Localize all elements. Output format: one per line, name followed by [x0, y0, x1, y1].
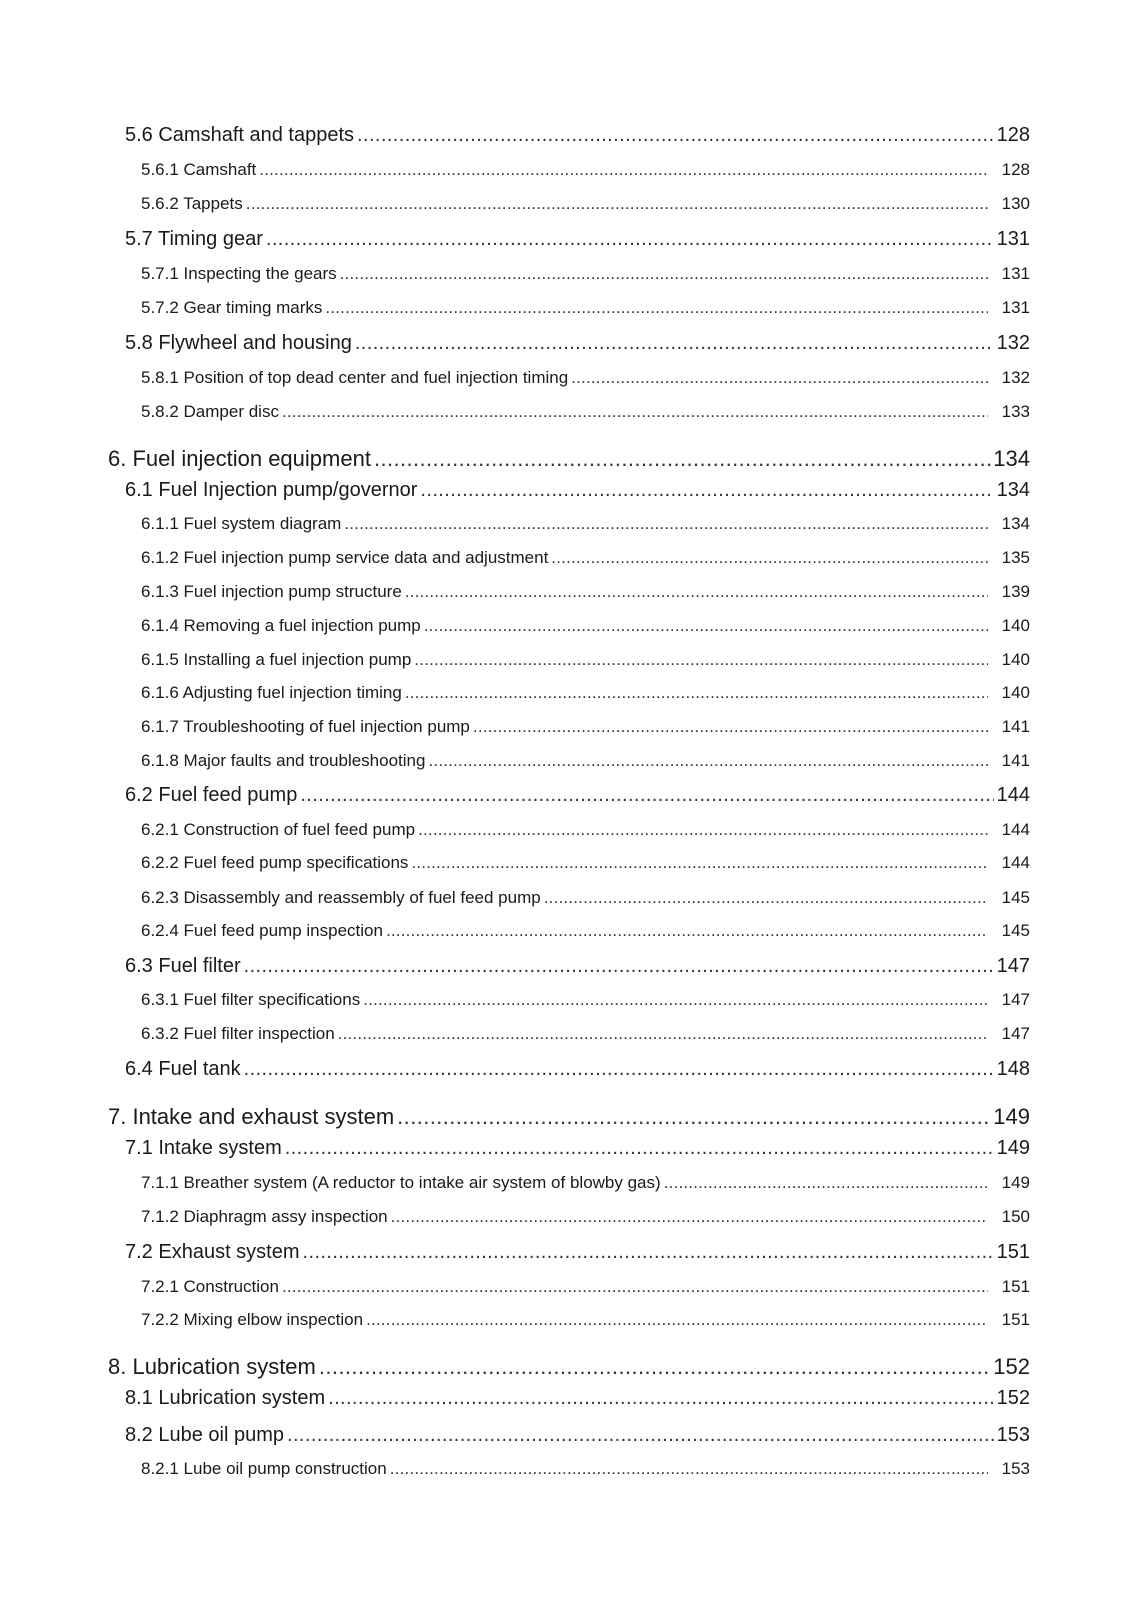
toc-entry-page-number: 135: [1001, 548, 1030, 567]
toc-entry-page-number: 152: [996, 1387, 1030, 1409]
toc-entry-page-number: 147: [1001, 1024, 1030, 1043]
dot-leader: [244, 955, 994, 978]
toc-entry-title: 6.2.2 Fuel feed pump specifications: [141, 853, 409, 872]
toc-entry-title: 7.2.1 Construction: [141, 1277, 279, 1296]
dot-leader: [571, 368, 988, 388]
toc-entry-page-number: 140: [1001, 683, 1030, 702]
toc-entry-page-number: 148: [996, 1058, 1030, 1080]
dot-leader: [391, 1207, 988, 1227]
toc-entry-level-1[interactable]: [108, 1354, 1030, 1380]
dot-leader: [282, 1277, 988, 1297]
dot-leader: [363, 990, 988, 1010]
dot-leader: [420, 479, 994, 502]
dot-leader: [325, 298, 988, 318]
toc-entry-page-number: 149: [996, 1137, 1030, 1159]
dot-leader: [300, 784, 994, 807]
toc-entry-level-3[interactable]: [141, 264, 1030, 284]
toc-entry-level-3[interactable]: [141, 1277, 1030, 1297]
dot-leader: [405, 582, 988, 602]
toc-entry-level-2[interactable]: [125, 479, 1030, 502]
toc-entry-level-3[interactable]: [141, 717, 1030, 737]
toc-entry-page-number: 150: [1001, 1207, 1030, 1226]
toc-entry-page-number: 130: [1001, 194, 1030, 213]
dot-leader: [411, 853, 988, 873]
toc-entry-page-number: 131: [1001, 264, 1030, 283]
toc-entry-page-number: 151: [1001, 1310, 1030, 1329]
toc-entry-page-number: 128: [1001, 160, 1030, 179]
toc-entry-level-1[interactable]: [108, 1104, 1030, 1130]
toc-entry-level-2[interactable]: [125, 332, 1030, 355]
toc-entry-page-number: 144: [1001, 820, 1030, 839]
dot-leader: [424, 616, 988, 636]
toc-entry-title: 5.6.2 Tappets: [141, 194, 243, 213]
toc-entry-title: 6.2 Fuel feed pump: [125, 784, 298, 806]
dot-leader: [355, 332, 994, 355]
dot-leader: [266, 228, 994, 251]
toc-entry-title: 6.1.4 Removing a fuel injection pump: [141, 616, 421, 635]
toc-entry-title: 6.3.1 Fuel filter specifications: [141, 990, 361, 1009]
toc-entry-title: 5.7 Timing gear: [125, 228, 263, 250]
toc-entry-page-number: 140: [1001, 616, 1030, 635]
toc-entry-title: 7. Intake and exhaust system: [108, 1104, 395, 1129]
toc-entry-level-3[interactable]: [141, 888, 1030, 908]
toc-entry-page-number: 134: [993, 446, 1030, 471]
toc-entry-level-3[interactable]: [141, 820, 1030, 840]
toc-entry-page-number: 134: [1001, 514, 1030, 533]
toc-entry-title: 8.2 Lube oil pump: [125, 1424, 285, 1446]
toc-entry-level-3[interactable]: [141, 582, 1030, 602]
toc-entry-page-number: 131: [1001, 298, 1030, 317]
toc-entry-page-number: 141: [1001, 751, 1030, 770]
toc-entry-title: 6.2.4 Fuel feed pump inspection: [141, 921, 383, 940]
dot-leader: [357, 124, 994, 147]
toc-entry-level-3[interactable]: [141, 514, 1030, 534]
toc-entry-page-number: 149: [993, 1104, 1030, 1129]
toc-entry-title: 7.1.2 Diaphragm assy inspection: [141, 1207, 388, 1226]
toc-entry-page-number: 141: [1001, 717, 1030, 736]
toc-entry-page-number: 149: [1001, 1173, 1030, 1192]
toc-entry-title: 6.3.2 Fuel filter inspection: [141, 1024, 335, 1043]
dot-leader: [287, 1424, 994, 1447]
toc-entry-title: 6.4 Fuel tank: [125, 1058, 241, 1080]
dot-leader: [386, 921, 988, 941]
toc-entry-level-3[interactable]: [141, 1310, 1030, 1330]
toc-entry-page-number: 144: [996, 784, 1030, 806]
toc-entry-level-2[interactable]: [125, 1058, 1030, 1081]
toc-entry-title: 6.1.6 Adjusting fuel injection timing: [141, 683, 402, 702]
toc-entry-title: 6.3 Fuel filter: [125, 955, 241, 977]
dot-leader: [282, 402, 988, 422]
toc-entry-title: 6.2.1 Construction of fuel feed pump: [141, 820, 416, 839]
toc-entry-level-1[interactable]: [108, 446, 1030, 472]
toc-entry-level-2[interactable]: [125, 784, 1030, 807]
toc-entry-title: 7.1 Intake system: [125, 1137, 282, 1159]
toc-entry-title: 7.1.1 Breather system (A reductor to intake air system of blowby gas): [141, 1173, 661, 1192]
dot-leader: [405, 683, 988, 703]
toc-entry-page-number: 132: [1001, 368, 1030, 387]
dot-leader: [340, 264, 988, 284]
toc-entry-page-number: 147: [1001, 990, 1030, 1009]
toc-entry-level-2[interactable]: [125, 228, 1030, 251]
toc-entry-title: 5.8 Flywheel and housing: [125, 332, 352, 354]
toc-entry-title: 8.1 Lubrication system: [125, 1387, 326, 1409]
toc-entry-title: 8. Lubrication system: [108, 1354, 316, 1379]
toc-entry-page-number: 145: [1001, 921, 1030, 940]
dot-leader: [366, 1310, 988, 1330]
toc-entry-page-number: 151: [996, 1241, 1030, 1263]
dot-leader: [328, 1387, 994, 1410]
toc-entry-level-3[interactable]: [141, 683, 1030, 703]
toc-entry-title: 6.1.7 Troubleshooting of fuel injection pump: [141, 717, 470, 736]
toc-entry-title: 5.8.1 Position of top dead center and fuel injection timing: [141, 368, 569, 387]
dot-leader: [397, 1104, 991, 1130]
toc-entry-page-number: 153: [996, 1424, 1030, 1446]
toc-entry-title: 6.2.3 Disassembly and reassembly of fuel feed pump: [141, 888, 541, 907]
toc-entry-level-3[interactable]: [141, 616, 1030, 636]
toc-entry-title: 6. Fuel injection equipment: [108, 446, 371, 471]
toc-entry-title: 5.8.2 Damper disc: [141, 402, 279, 421]
toc-entry-page-number: 139: [1001, 582, 1030, 601]
toc-entry-title: 7.2 Exhaust system: [125, 1241, 300, 1263]
toc-entry-page-number: 147: [996, 955, 1030, 977]
toc-entry-title: 6.1.5 Installing a fuel injection pump: [141, 650, 412, 669]
toc-entry-level-2[interactable]: [125, 1241, 1030, 1264]
toc-entry-level-2[interactable]: [125, 124, 1030, 147]
toc-entry-page-number: 151: [1001, 1277, 1030, 1296]
toc-entry-title: 6.1.2 Fuel injection pump service data and adjustment: [141, 548, 549, 567]
toc-entry-page-number: 131: [996, 228, 1030, 250]
toc-entry-level-3[interactable]: [141, 853, 1030, 873]
toc-entry-page-number: 134: [996, 479, 1030, 501]
dot-leader: [246, 194, 988, 214]
dot-leader: [551, 548, 988, 568]
toc-entry-level-3[interactable]: [141, 1024, 1030, 1044]
toc-entry-title: 8.2.1 Lube oil pump construction: [141, 1459, 387, 1478]
toc-entry-title: 7.2.2 Mixing elbow inspection: [141, 1310, 364, 1329]
toc-entry-level-3[interactable]: [141, 194, 1030, 214]
dot-leader: [319, 1354, 991, 1380]
toc-entry-level-3[interactable]: [141, 990, 1030, 1010]
dot-leader: [414, 650, 988, 670]
dot-leader: [344, 514, 988, 534]
toc-entry-title: 5.6 Camshaft and tappets: [125, 124, 355, 146]
toc-entry-title: 6.1 Fuel Injection pump/governor: [125, 479, 418, 501]
toc-entry-title: 5.7.1 Inspecting the gears: [141, 264, 337, 283]
dot-leader: [303, 1241, 994, 1264]
toc-entry-page-number: 128: [996, 124, 1030, 146]
toc-entry-title: 6.1.1 Fuel system diagram: [141, 514, 342, 533]
toc-entry-page-number: 145: [1001, 888, 1030, 907]
toc-entry-page-number: 140: [1001, 650, 1030, 669]
dot-leader: [285, 1137, 994, 1160]
toc-entry-level-2[interactable]: [125, 955, 1030, 978]
toc-entry-page-number: 132: [996, 332, 1030, 354]
toc-entry-level-3[interactable]: [141, 1173, 1030, 1193]
dot-leader: [473, 717, 988, 737]
toc-entry-page-number: 133: [1001, 402, 1030, 421]
toc-entry-title: 6.1.3 Fuel injection pump structure: [141, 582, 402, 601]
dot-leader: [374, 446, 991, 472]
toc-entry-level-2[interactable]: [125, 1387, 1030, 1410]
dot-leader: [418, 820, 988, 840]
toc-entry-title: 5.6.1 Camshaft: [141, 160, 257, 179]
toc-entry-page-number: 153: [1001, 1459, 1030, 1478]
toc-entry-level-3[interactable]: [141, 751, 1030, 771]
dot-leader: [259, 160, 988, 180]
dot-leader: [664, 1173, 988, 1193]
toc-entry-page-number: 144: [1001, 853, 1030, 872]
toc-entry-level-3[interactable]: [141, 548, 1030, 568]
toc-entry-level-2[interactable]: [125, 1424, 1030, 1447]
toc-entry-page-number: 152: [993, 1354, 1030, 1379]
toc-entry-level-3[interactable]: [141, 402, 1030, 422]
dot-leader: [338, 1024, 988, 1044]
toc-entry-level-2[interactable]: [125, 1137, 1030, 1160]
dot-leader: [428, 751, 988, 771]
toc-entry-level-3[interactable]: [141, 921, 1030, 941]
toc-entry-title: 5.7.2 Gear timing marks: [141, 298, 323, 317]
toc-entry-level-3[interactable]: [141, 650, 1030, 670]
dot-leader: [544, 888, 988, 908]
dot-leader: [390, 1459, 988, 1479]
toc-entry-level-3[interactable]: [141, 1207, 1030, 1227]
toc-entry-title: 6.1.8 Major faults and troubleshooting: [141, 751, 426, 770]
dot-leader: [244, 1058, 994, 1081]
toc-entry-level-3[interactable]: [141, 1459, 1030, 1479]
toc-entry-level-3[interactable]: [141, 160, 1030, 180]
toc-entry-level-3[interactable]: [141, 298, 1030, 318]
toc-entry-level-3[interactable]: [141, 368, 1030, 388]
